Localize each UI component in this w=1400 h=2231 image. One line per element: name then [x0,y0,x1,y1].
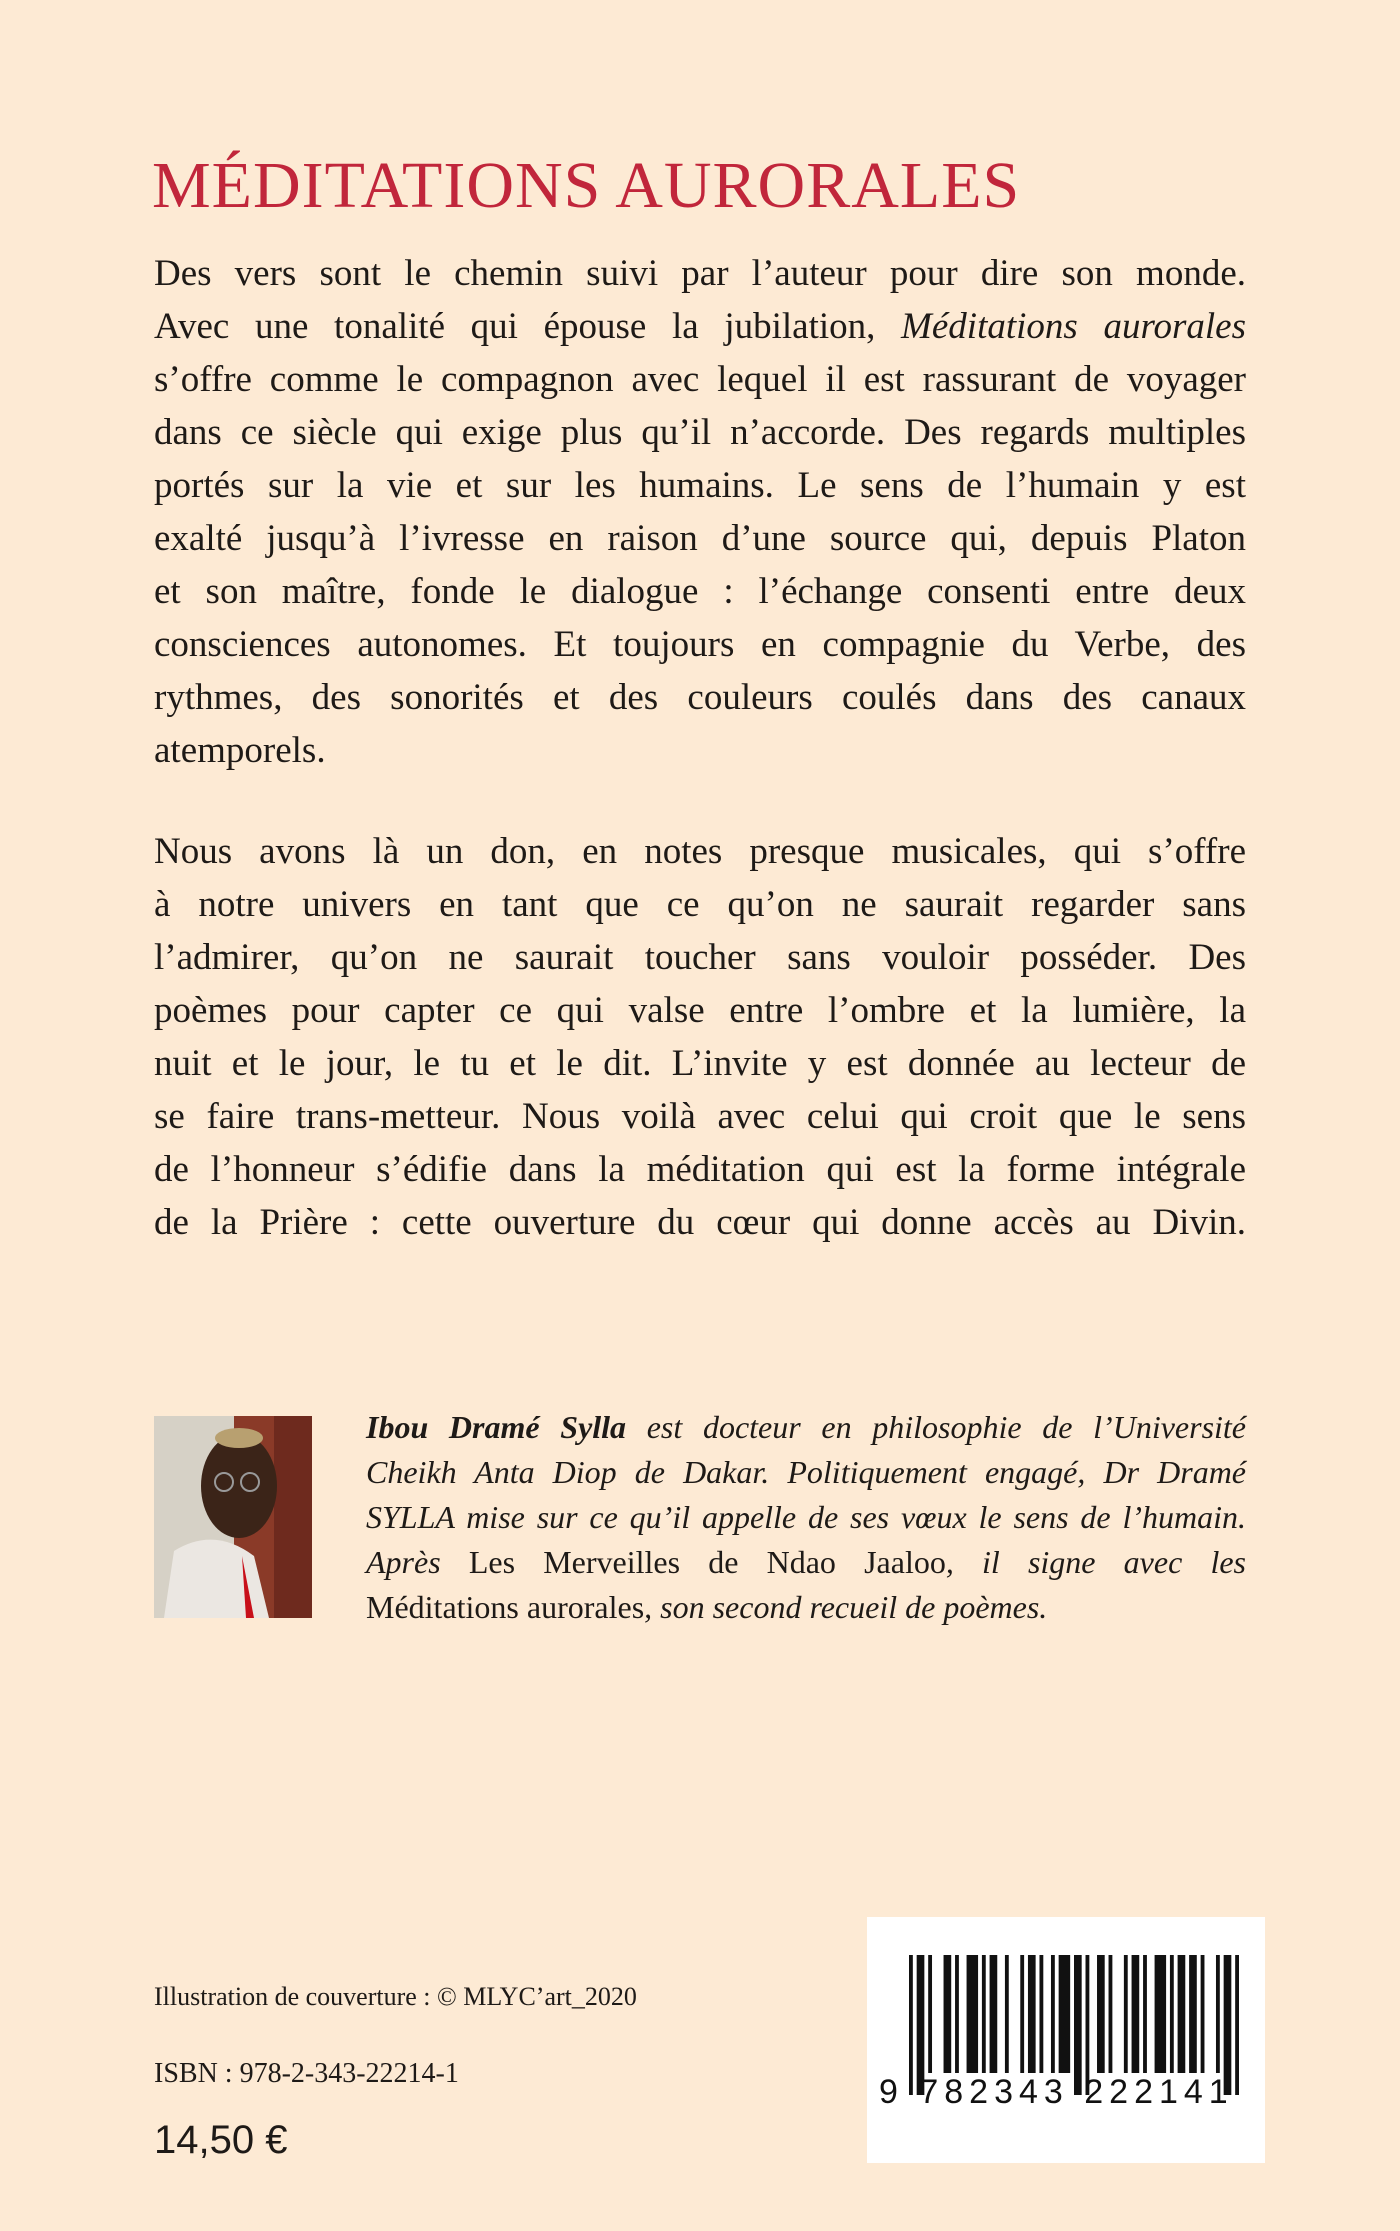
text-line [154,406,1246,459]
barcode-bar [1124,1955,1128,2073]
text-span: Des vers sont le chemin suivi par l’auteur pour dire son monde. [154,253,1246,294]
blurb-paragraph-2 [154,825,1246,1249]
text-span: Ibou Dramé Sylla [366,1409,627,1445]
barcode-bar [1097,1955,1105,2073]
text-span: portés sur la vie et sur les humains. Le sens de l’humain y est [154,465,1246,506]
barcode-bar [1059,1955,1071,2073]
text-span: poèmes pour capter ce qui valse entre l’ombre et la lumière, la [154,990,1246,1031]
barcode-bar [1109,1955,1113,2073]
text-span: Les Merveilles de Ndao Jaaloo [468,1544,946,1580]
text-span: et son maître, fonde le dialogue : l’échange consenti entre deux [154,571,1246,612]
barcode-bar [928,1955,932,2073]
barcode-bar [1216,1955,1220,2073]
text-span: est docteur en philosophie de l’Université [626,1409,1246,1445]
barcode-bar [1005,1955,1009,2073]
barcode-bar [967,1955,979,2073]
text-span: s’offre comme le compagnon avec lequel il est rassurant de voyager [154,359,1246,400]
text-span: Cheikh Anta Diop de Dakar. Politiquement engagé, Dr Dramé [366,1454,1246,1490]
text-span: l’admirer, qu’on ne saurait toucher sans vouloir posséder. Des [154,937,1246,978]
barcode-bar [1132,1955,1140,2073]
text-line [154,724,1246,777]
text-line [154,825,1246,878]
barcode-bar [1028,1955,1036,2073]
text-line [366,1405,1246,1450]
text-span: dans ce siècle qui exige plus qu’il n’accorde. Des regards multiples [154,412,1246,453]
text-line [154,565,1246,618]
text-span: à notre univers en tant que ce qu’on ne saurait regarder sans [154,884,1246,925]
book-title: MÉDITATIONS AURORALES [152,149,1021,223]
barcode-bar [1155,1955,1167,2073]
text-line [154,878,1246,931]
barcode-bar [982,1955,986,2073]
text-line [154,1037,1246,1090]
author-photo [154,1416,312,1618]
text-line [366,1585,1246,1630]
text-line [154,353,1246,406]
text-span: exalté jusqu’à l’ivresse en raison d’une source qui, depuis Platon [154,518,1246,559]
barcode-bar [1178,1955,1186,2073]
barcode-bar [990,1955,998,2073]
text-span: nuit et le jour, le tu et le dit. L’invite y est donnée au lecteur de [154,1043,1246,1084]
text-span: , il signe avec les [945,1544,1246,1580]
text-line [154,247,1246,300]
text-span: Méditations aurorales [901,306,1246,347]
text-line [154,512,1246,565]
price: 14,50 € [154,2118,288,2162]
text-line [154,1143,1246,1196]
barcode-digits: 9 782343 222141 [879,2073,1234,2111]
text-span: de l’honneur s’édifie dans la méditation qui est la forme intégrale [154,1149,1246,1190]
cover-illustration-credit: Illustration de couverture : © MLYC’art_2020 [154,1982,637,2011]
barcode-bar [955,1955,959,2073]
text-line [154,1196,1246,1249]
text-span: atemporels. [154,730,326,771]
barcode-bar [1143,1955,1147,2073]
barcode-bar [1201,1955,1205,2073]
author-bio [366,1405,1246,1630]
barcode-bar [1039,1955,1043,2073]
text-line [154,984,1246,1037]
barcode-bar [1170,1955,1174,2073]
text-line [366,1540,1246,1585]
text-span: SYLLA mise sur ce qu’il appelle de ses vœux le sens de l’humain. [366,1499,1246,1535]
text-line [154,1090,1246,1143]
text-span: Méditations aurorales [366,1589,645,1625]
barcode-bar [1189,1955,1197,2073]
isbn: ISBN : 978-2-343-22214-1 [154,2058,459,2089]
barcode-bar [1020,1955,1024,2073]
text-span: Après [366,1544,469,1580]
text-span: se faire trans-metteur. Nous voilà avec celui qui croit que le sens [154,1096,1246,1137]
text-span: , son second recueil de poèmes. [644,1589,1048,1625]
blurb-paragraph-1 [154,247,1246,777]
barcode-bar [1235,1955,1239,2095]
text-line [154,459,1246,512]
text-span: de la Prière : cette ouverture du cœur qui donne accès au Divin. [154,1202,1246,1243]
text-span: consciences autonomes. Et toujours en compagnie du Verbe, des [154,624,1246,665]
text-span: rythmes, des sonorités et des couleurs coulés dans des canaux [154,677,1246,718]
text-line [154,671,1246,724]
text-line [366,1495,1246,1540]
text-line [154,300,1246,353]
text-line [366,1450,1246,1495]
text-line [154,618,1246,671]
text-span: Nous avons là un don, en notes presque musicales, qui s’offre [154,831,1246,872]
barcode-bar [1051,1955,1055,2073]
text-line [154,931,1246,984]
barcode-bar [944,1955,952,2073]
barcode [867,1917,1265,2163]
text-span: Avec une tonalité qui épouse la jubilation, [154,306,902,347]
